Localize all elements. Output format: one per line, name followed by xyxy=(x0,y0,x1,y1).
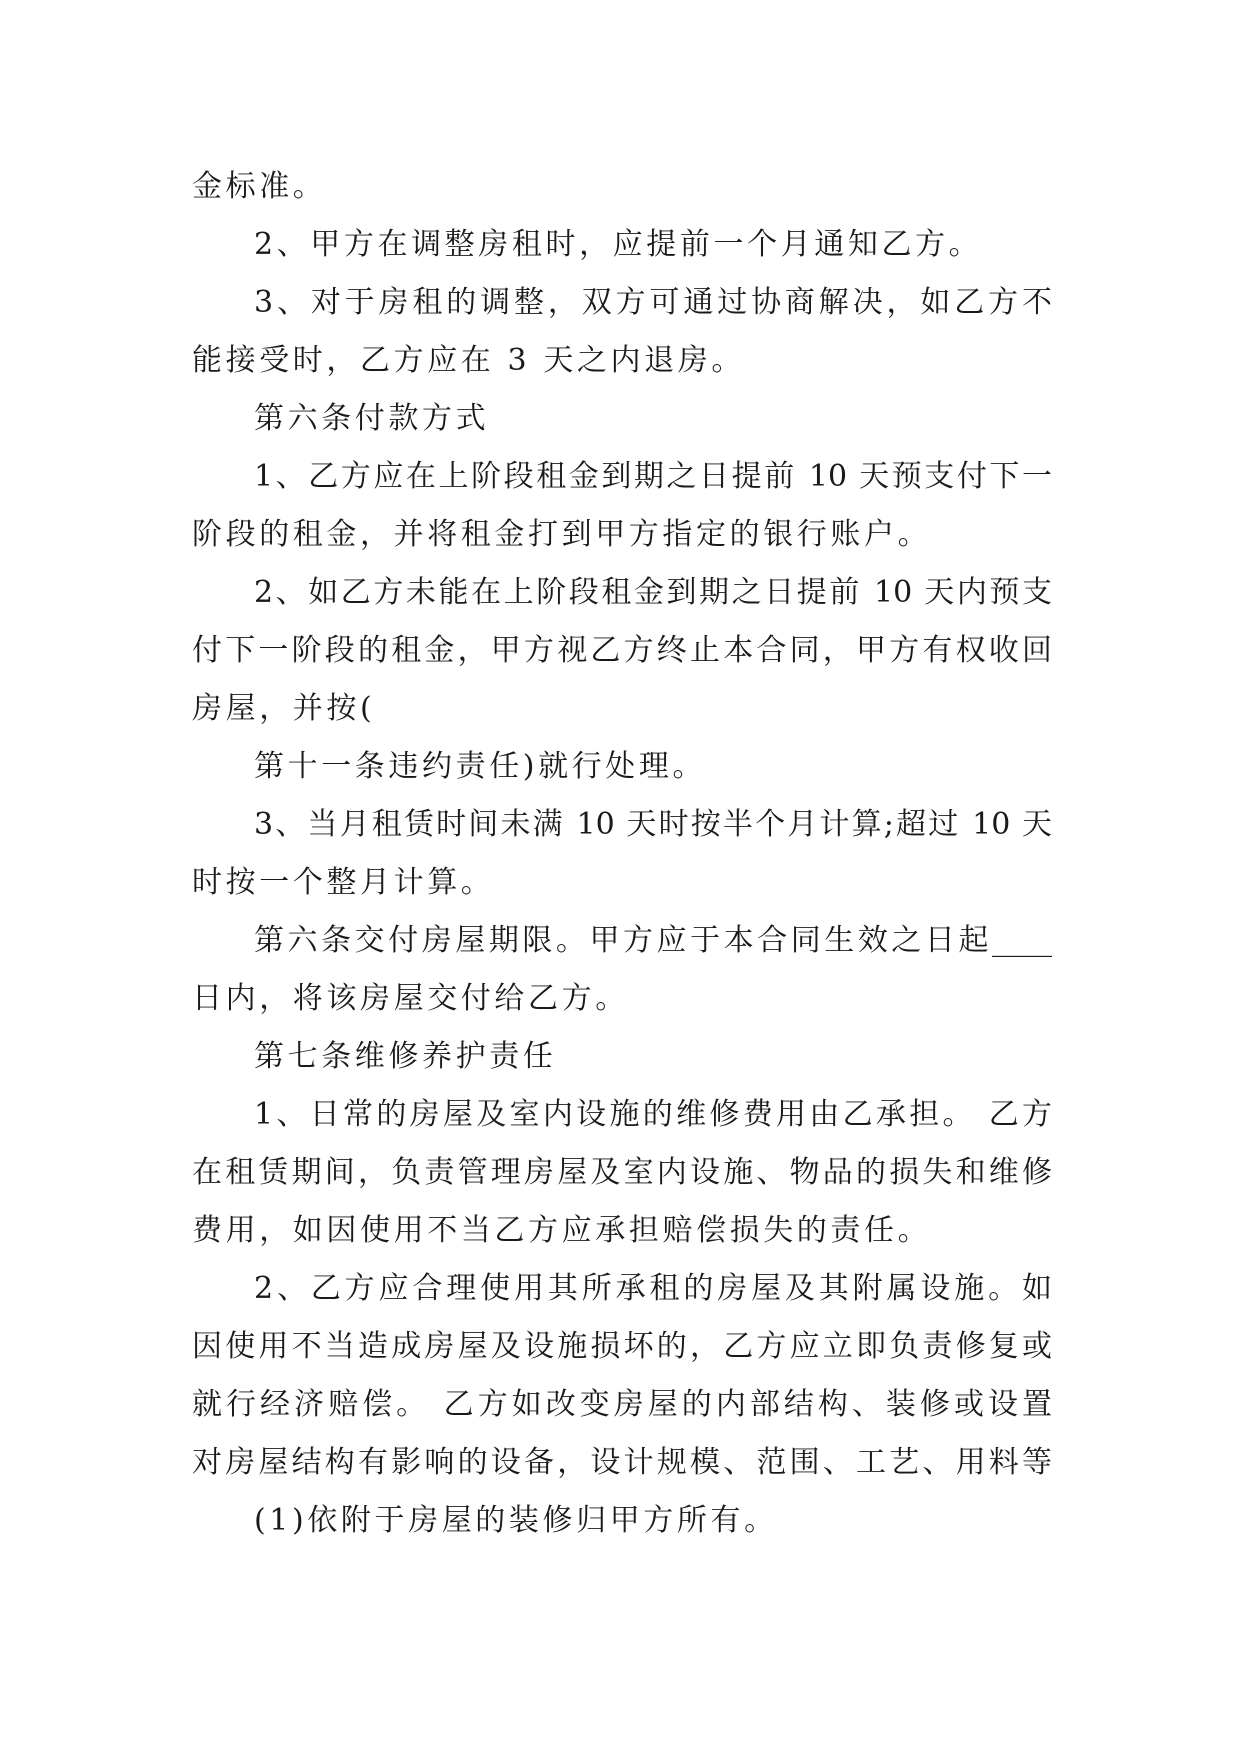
text-line: 时按一个整月计算。 xyxy=(192,865,495,900)
text-line: (1)依附于房屋的装修归甲方所有。 xyxy=(254,1503,778,1538)
text-line: 金标准。 xyxy=(192,169,327,204)
text-line: 能接受时，乙方应在 3 天之内退房。 xyxy=(192,343,745,378)
text-line: 3、对于房租的调整，双方可通过协商解决，如乙方不 xyxy=(254,285,1052,320)
text-line: 对房屋结构有影响的设备，设计规模、范围、工艺、用料等 xyxy=(192,1445,1052,1480)
section-heading: 第六条交付房屋期限。甲方应于本合同生效之日起____ xyxy=(254,923,1052,958)
text-line: 2、乙方应合理使用其所承租的房屋及其附属设施。如 xyxy=(254,1271,1052,1306)
text-line: 2、如乙方未能在上阶段租金到期之日提前 10 天内预支 xyxy=(254,575,1052,610)
text-line: 2、甲方在调整房租时，应提前一个月通知乙方。 xyxy=(254,227,983,262)
text-line: 3、当月租赁时间未满 10 天时按半个月计算;超过 10 天 xyxy=(254,807,1052,842)
text-line: 就行经济赔偿。 乙方如改变房屋的内部结构、装修或设置 xyxy=(192,1387,1052,1422)
text-line: 在租赁期间，负责管理房屋及室内设施、物品的损失和维修 xyxy=(192,1155,1052,1190)
text-line: 阶段的租金，并将租金打到甲方指定的银行账户。 xyxy=(192,517,932,552)
text-line: 第十一条违约责任)就行处理。 xyxy=(254,749,707,784)
text-line: 因使用不当造成房屋及设施损坏的，乙方应立即负责修复或 xyxy=(192,1329,1052,1364)
section-heading: 第六条付款方式 xyxy=(254,401,490,436)
text-line: 付下一阶段的租金，甲方视乙方终止本合同，甲方有权收回 xyxy=(192,633,1052,668)
section-heading: 第七条维修养护责任 xyxy=(254,1039,557,1074)
text-line: 1、乙方应在上阶段租金到期之日提前 10 天预支付下一 xyxy=(254,459,1052,494)
text-line: 1、日常的房屋及室内设施的维修费用由乙承担。 乙方 xyxy=(254,1097,1052,1132)
text-line: 房屋，并按( xyxy=(192,691,376,726)
text-line: 费用，如因使用不当乙方应承担赔偿损失的责任。 xyxy=(192,1213,932,1248)
text-line: 日内，将该房屋交付给乙方。 xyxy=(192,981,629,1016)
